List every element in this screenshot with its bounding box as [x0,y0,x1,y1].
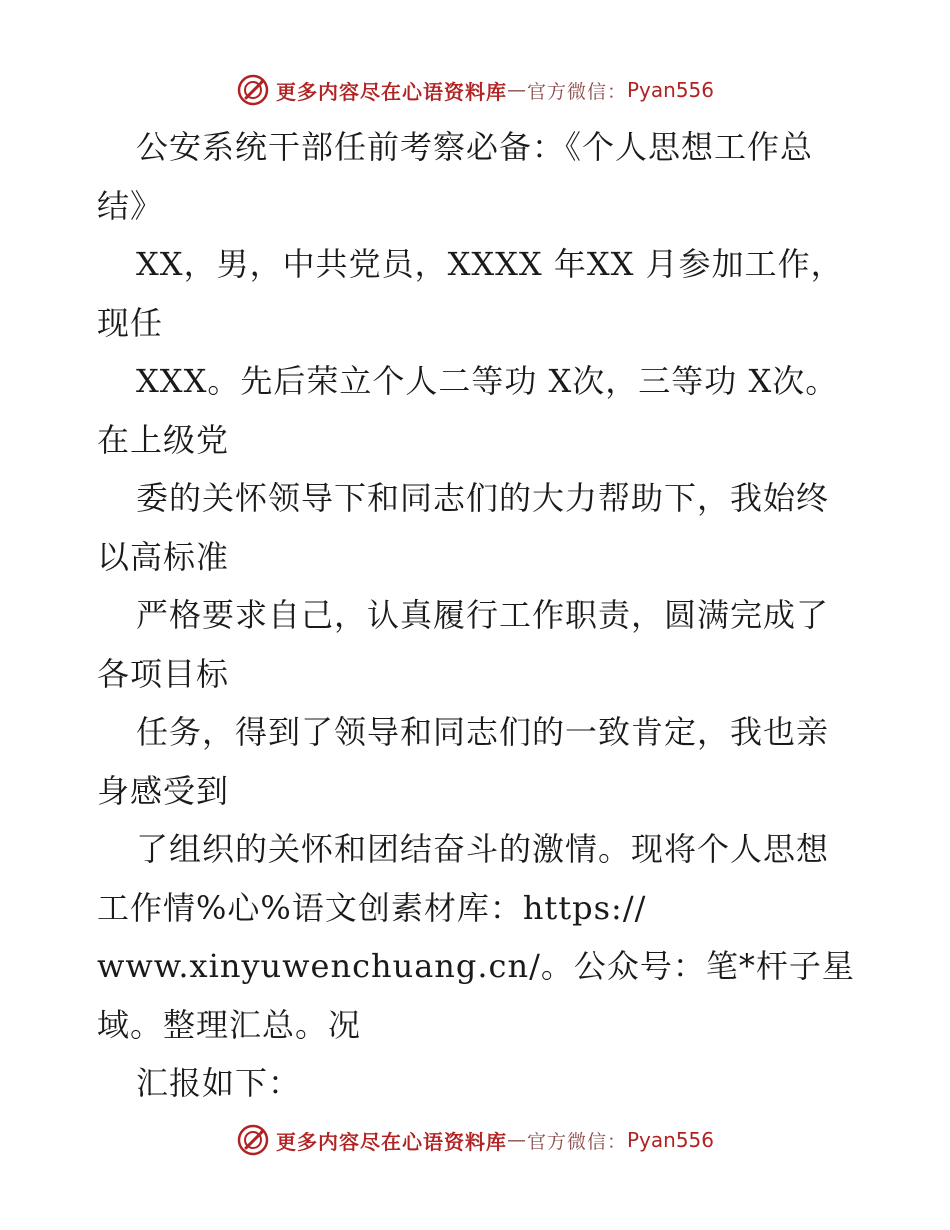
brand-logo-icon [236,1123,270,1157]
text-line: 了组织的关怀和团结奋斗的激情。现将个人思想 [136,830,830,868]
banner-dash: — [506,79,527,101]
text-line: 域。整理汇总。况 [97,1005,362,1044]
banner-sub-text: 官方微信： [526,1130,627,1153]
document-body [97,118,857,1113]
banner-main-text: 更多内容尽在心语资料库 [275,1129,507,1154]
text-line: 各项目标 [97,654,230,693]
text-line: 身感受到 [97,771,230,810]
text-line: 现任 [97,303,164,342]
banner-sub-text: 官方微信： [526,80,627,103]
text-line: www.xinyuwenchuang.cn/。公众号：笔*杆子星 [97,947,855,985]
text-line: 结》 [97,186,164,225]
text-line: XXX。先后荣立个人二等功 X次，三等功 X次。 [136,362,839,400]
text-line: XX，男，中共党员，XXXX 年XX 月参加工作， [136,245,844,283]
text-line: 公安系统干部任前考察必备：《个人思想工作总 [136,128,814,166]
brand-logo-icon [236,73,270,107]
text-line: 严格要求自己，认真履行工作职责，圆满完成了 [136,596,830,634]
text-line: 汇报如下： [136,1064,302,1102]
text-line: 工作情%心%语文创素材库：https:// [97,888,647,927]
text-line: 在上级党 [97,420,230,459]
footer-banner [0,1120,950,1160]
banner-dash: — [506,1129,527,1151]
banner-main-text: 更多内容尽在心语资料库 [275,79,507,104]
banner-wechat-id: Pyan556 [627,1128,715,1152]
banner-wechat-id: Pyan556 [627,78,715,102]
header-banner [0,70,950,110]
text-line: 以高标准 [97,537,230,576]
text-line: 任务，得到了领导和同志们的一致肯定，我也亲 [136,713,830,751]
text-line: 委的关怀领导下和同志们的大力帮助下，我始终 [136,479,830,517]
